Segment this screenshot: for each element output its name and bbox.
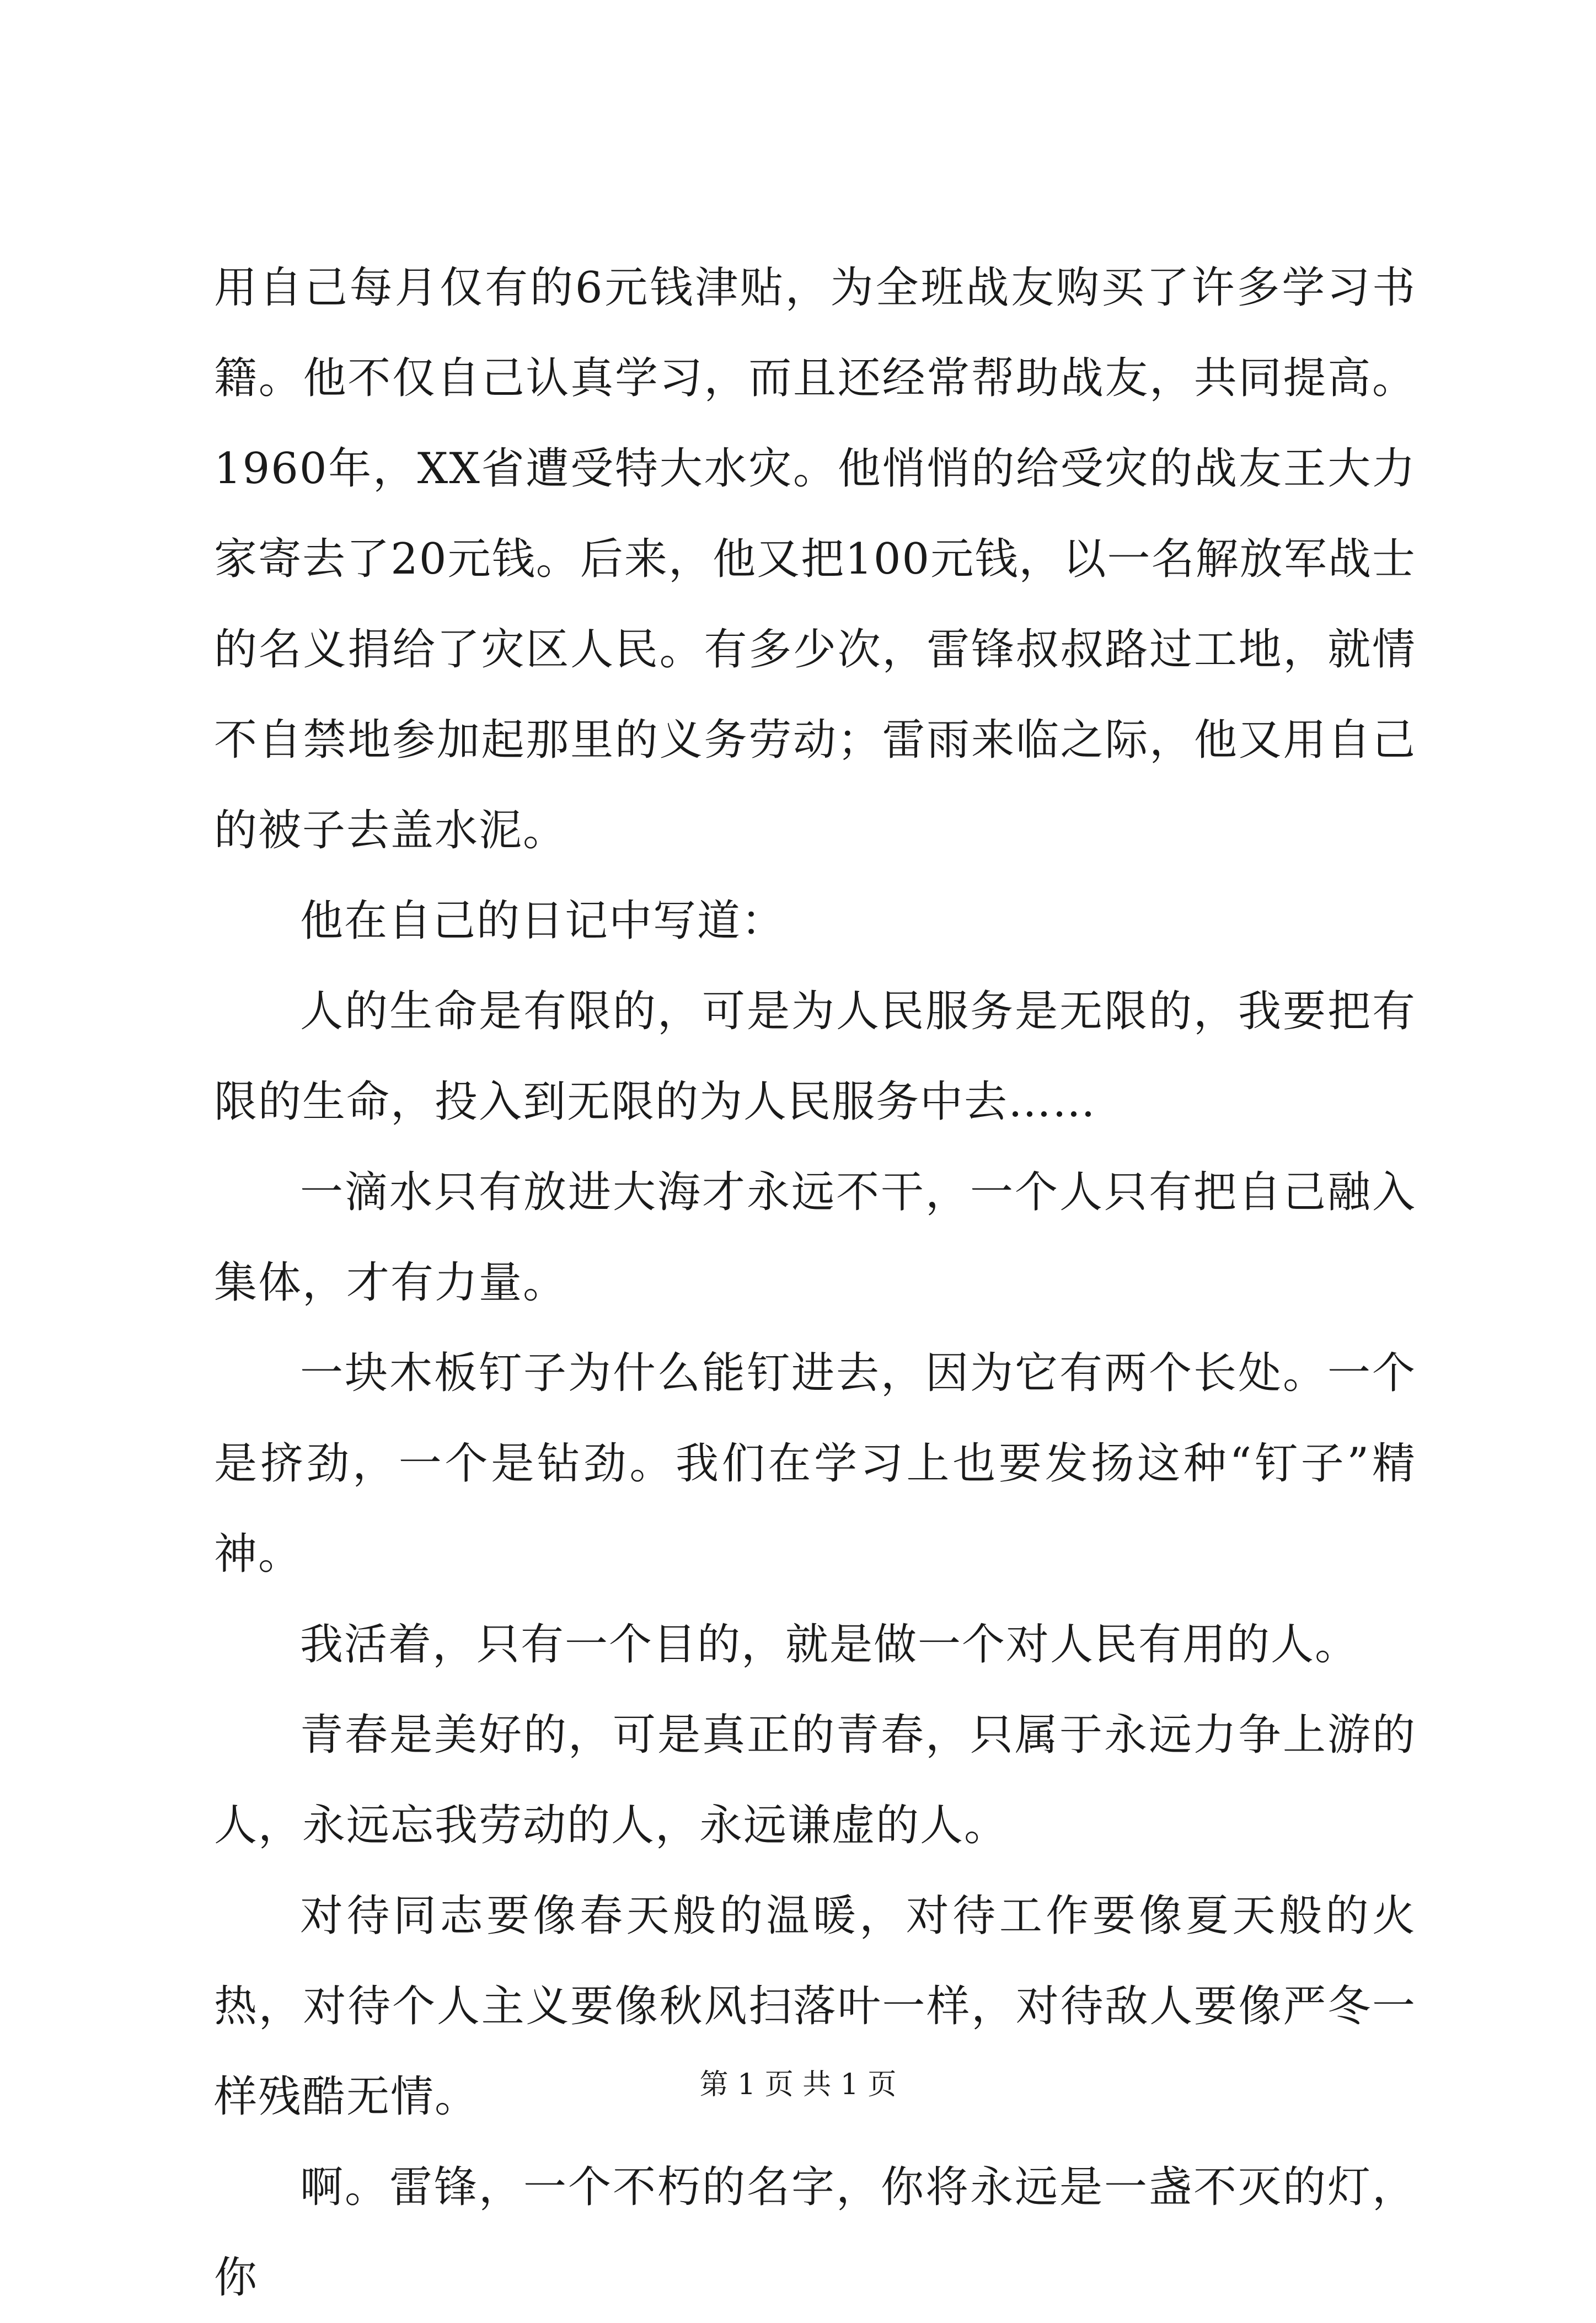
paragraph-quote-life: 人的生命是有限的，可是为人民服务是无限的，我要把有限的生命，投入到无限的为人民服务中去…… (214, 987, 1416, 1127)
paragraph-quote-water: 一滴水只有放进大海才永远不干，一个人只有把自己融入集体，才有力量。 (214, 1168, 1416, 1308)
paragraph-tribute: 啊。雷锋，一个不朽的名字，你将永远是一盏不灭的灯，你 (214, 2163, 1416, 2303)
paragraph-diary-intro: 他在自己的日记中写道： (300, 896, 786, 946)
page-number-footer: 第 1 页 共 1 页 (699, 2068, 897, 2101)
paragraph-continuation: 用自己每月仅有的6元钱津贴，为全班战友购买了许多学习书籍。他不仅自己认真学习，而且还经常帮助战友，共同提高。1960年，XX省遭受特大水灾。他悄悄的给受灾的战友王大力家寄去了20元钱。后来，他又把100元钱，以一名解放军战士的名义捐给了灾区人民。有多少次，雷锋叔叔路过工地，就情不自禁地参加起那里的义务劳动；雷雨来临之际，他又用自己的被子去盖水泥。 (214, 263, 1416, 855)
paragraph-quote-seasons: 对待同志要像春天般的温暖，对待工作要像夏天般的火热，对待个人主义要像秋风扫落叶一样，对待敌人要像严冬一样残酷无情。 (214, 1891, 1416, 2122)
paragraph-quote-youth: 青春是美好的，可是真正的青春，只属于永远力争上游的人，永远忘我劳动的人，永远谦虚的人。 (214, 1710, 1416, 1850)
document-body (214, 243, 1416, 2323)
paragraph-quote-nail: 一块木板钉子为什么能钉进去，因为它有两个长处。一个是挤劲，一个是钻劲。我们在学习上也要发扬这种“钉子”精神。 (214, 1348, 1416, 1579)
paragraph-quote-purpose: 我活着，只有一个目的，就是做一个对人民有用的人。 (300, 1620, 1359, 1669)
